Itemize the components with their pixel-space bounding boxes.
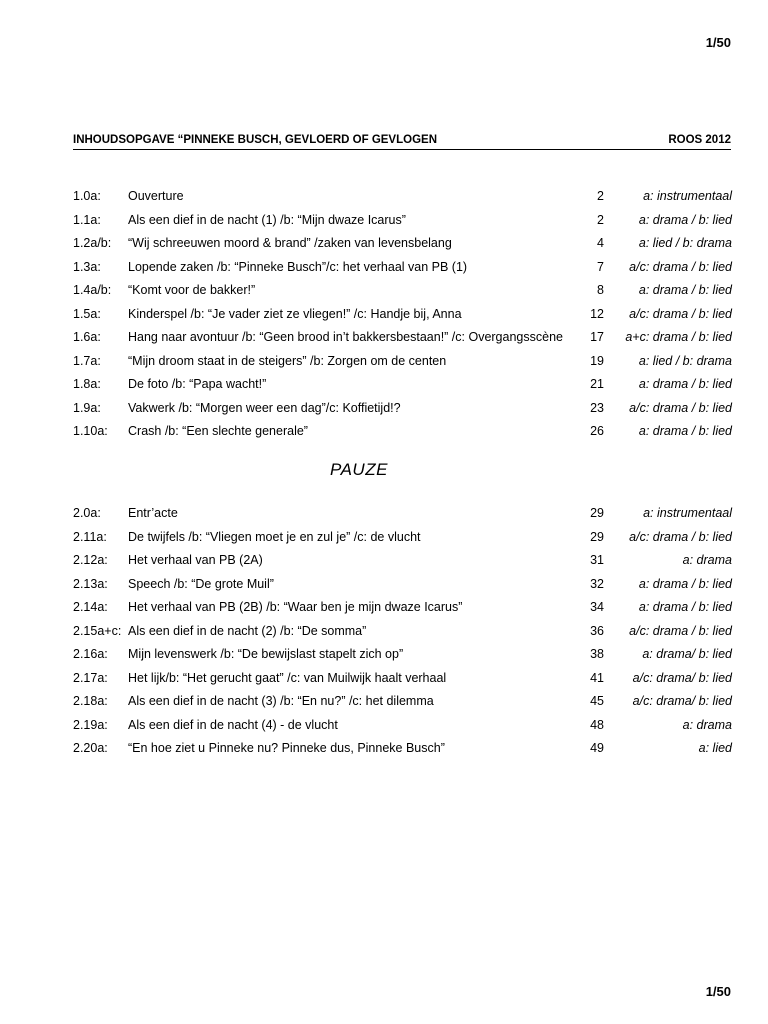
entry-description: “Komt voor de bakker!” [128,283,256,297]
entry-page: 32 [590,576,604,591]
page-number-top: 1/50 [705,35,731,50]
entry-type: a: drama / b: lied [638,424,732,438]
entry-description: Als een dief in de nacht (1) /b: “Mijn dwaze Icarus” [128,212,406,227]
entry-description: Vakwerk /b: “Morgen weer een dag”/c: Koffietijd!? [128,400,401,415]
toc-entry [73,257,732,281]
entry-number: 1.2a/b: [73,236,112,250]
entry-page: 48 [590,717,604,732]
entry-number: 2.0a: [73,506,101,520]
entry-type: a: drama [682,553,732,567]
entry-number: 2.12a: [73,553,108,567]
entry-number: 1.1a: [73,212,101,227]
toc-entry [73,574,732,598]
entry-type: a/c: drama / b: lied [629,259,732,274]
entry-description: Hang naar avontuur /b: “Geen brood in’t bakkersbestaan!” /c: Overgangsscène [128,330,563,344]
entry-type: a: lied / b: drama [638,353,732,368]
entry-page: 19 [590,353,604,368]
entry-type: a: lied [698,741,732,755]
entry-page: 23 [590,400,604,415]
entry-type: a/c: drama / b: lied [629,306,732,321]
entry-page: 31 [590,553,604,567]
entry-description: Speech /b: “De grote Muil” [128,576,274,591]
organization-year: ROOS 2012 [668,134,731,146]
entry-type: a/c: drama/ b: lied [632,670,732,685]
toc-entry [73,644,732,668]
toc-entry [73,738,732,762]
entry-type: a: instrumentaal [643,506,732,520]
entry-page: 8 [597,283,604,297]
entry-type: a: drama / b: lied [638,283,732,297]
entry-description: Ouverture [128,189,184,203]
toc-entry [73,210,732,234]
entry-number: 2.13a: [73,576,108,591]
entry-description: Het lijk/b: “Het gerucht gaat” /c: van Muilwijk haalt verhaal [128,670,447,685]
toc-entry [73,668,732,692]
toc-entry [73,374,732,398]
toc-act-2 [73,503,732,762]
entry-number: 1.7a: [73,353,101,368]
entry-description: Lopende zaken /b: “Pinneke Busch”/c: het verhaal van PB (1) [128,259,468,274]
entry-type: a: drama / b: lied [638,377,732,391]
toc-entry [73,691,732,715]
entry-number: 2.17a: [73,670,108,685]
entry-page: 29 [590,529,604,544]
entry-number: 2.19a: [73,717,108,732]
entry-number: 1.10a: [73,424,108,438]
entry-type: a: drama / b: lied [638,212,732,227]
entry-description: Als een dief in de nacht (3) /b: “En nu?” /c: het dilemma [128,694,434,708]
entry-description: Kinderspel /b: “Je vader ziet ze vliegen!” /c: Handje bij, Anna [128,306,462,321]
entry-type: a: lied / b: drama [638,236,732,250]
entry-type: a: drama/ b: lied [642,647,732,661]
entry-type: a: drama / b: lied [638,600,732,614]
entry-type: a: drama / b: lied [638,576,732,591]
entry-description: De twijfels /b: “Vliegen moet je en zul je” /c: de vlucht [128,529,421,544]
toc-entry [73,304,732,328]
entry-page: 2 [597,189,604,203]
entry-description: “En hoe ziet u Pinneke nu? Pinneke dus, Pinneke Busch” [128,741,445,755]
entry-type: a/c: drama / b: lied [629,529,732,544]
toc-entry [73,280,732,304]
toc-header [73,134,731,150]
entry-number: 1.0a: [73,189,101,203]
toc-entry [73,398,732,422]
entry-type: a: drama [682,717,732,732]
entry-number: 1.3a: [73,259,101,274]
entry-description: Entr’acte [128,506,178,520]
entry-page: 29 [590,506,604,520]
entry-page: 2 [597,212,604,227]
entry-type: a+c: drama / b: lied [625,330,732,344]
entry-number: 1.4a/b: [73,283,112,297]
entry-page: 49 [590,741,604,755]
entry-page: 7 [597,259,604,274]
entry-page: 26 [590,424,604,438]
pause-label: PAUZE [330,460,388,479]
entry-description: Het verhaal van PB (2B) /b: “Waar ben je mijn dwaze Icarus” [128,600,463,614]
toc-entry [73,186,732,210]
entry-page: 21 [590,377,604,391]
entry-description: Mijn levenswerk /b: “De bewijslast stapelt zich op” [128,647,404,661]
toc-entry [73,621,732,645]
page-number-bottom: 1/50 [705,984,731,999]
entry-type: a/c: drama / b: lied [629,623,732,638]
entry-description: De foto /b: “Papa wacht!” [128,377,267,391]
toc-entry [73,327,732,351]
toc-entry [73,233,732,257]
entry-number: 1.8a: [73,377,101,391]
entry-page: 12 [590,306,604,321]
entry-type: a/c: drama/ b: lied [632,694,732,708]
entry-description: Crash /b: “Een slechte generale” [128,424,308,438]
entry-description: “Wij schreeuwen moord & brand” /zaken van levensbelang [128,236,452,250]
entry-page: 34 [590,600,604,614]
entry-page: 45 [590,694,604,708]
entry-page: 4 [597,236,604,250]
entry-description: Als een dief in de nacht (2) /b: “De somma” [128,623,367,638]
entry-page: 41 [590,670,604,685]
toc-entry [73,715,732,739]
toc-entry [73,550,732,574]
entry-page: 17 [590,330,604,344]
entry-description: Als een dief in de nacht (4) - de vlucht [128,717,338,732]
entry-type: a: instrumentaal [643,189,732,203]
entry-number: 1.6a: [73,330,101,344]
entry-number: 1.5a: [73,306,101,321]
entry-type: a/c: drama / b: lied [629,400,732,415]
entry-number: 2.14a: [73,600,108,614]
document-title: INHOUDSOPGAVE “PINNEKE BUSCH, GEVLOERD OF GEVLOGEN [73,134,437,146]
entry-description: Het verhaal van PB (2A) [128,553,263,567]
toc-entry [73,351,732,375]
toc-entry [73,597,732,621]
entry-number: 2.20a: [73,741,108,755]
entry-page: 36 [590,623,604,638]
entry-number: 1.9a: [73,400,101,415]
toc-entry [73,527,732,551]
entry-number: 2.11a: [73,529,107,544]
toc-entry [73,503,732,527]
entry-number: 2.16a: [73,647,108,661]
toc-entry [73,421,732,445]
entry-description: “Mijn droom staat in de steigers” /b: Zorgen om de centen [128,353,447,368]
entry-number: 2.15a+c: [73,623,122,638]
entry-number: 2.18a: [73,694,108,708]
toc-act-1 [73,186,732,445]
entry-page: 38 [590,647,604,661]
